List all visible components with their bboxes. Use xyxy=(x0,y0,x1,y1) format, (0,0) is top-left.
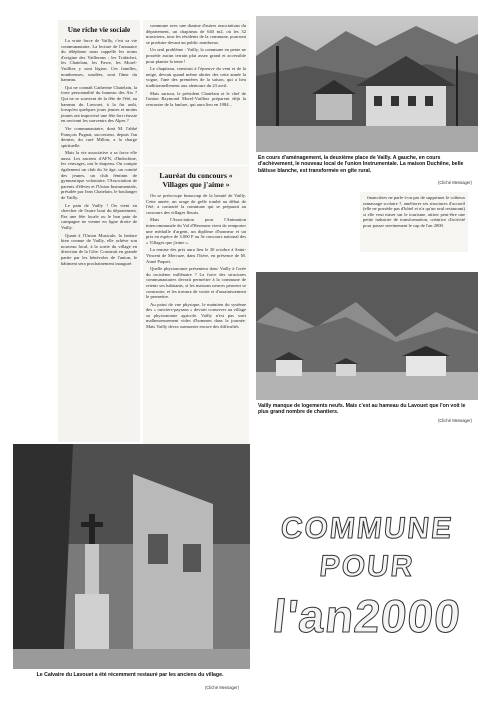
article-body xyxy=(360,192,468,234)
photo-caption: Vailly manque de logements neufs. Mais c'est au hameau du Lavouet que l'on voit le plus grand nombre de chantiers. xyxy=(258,403,466,416)
headline xyxy=(262,512,472,682)
paragraph: Le chapiteau, construit à l'épreuve du vent et de la neige, devrait quand même abriter des cette année la vogue, l'une des premières de la saison, qui a lieu traditionnellement aux alentours du 23 avril. xyxy=(146,66,246,88)
article-future xyxy=(360,192,468,252)
article-body xyxy=(143,193,249,330)
article-village-contest xyxy=(143,166,249,444)
headline-line-2: POUR xyxy=(317,550,417,583)
headline-line-1: COMMUNE xyxy=(279,512,455,545)
paragraph: Un seul problème : Vailly, la commune en pente ne possède aucun terrain plat assez grand et accessible pour planter la tente ! xyxy=(146,47,246,64)
photo-credit: (Cliché Messager) xyxy=(438,180,472,185)
paragraph: Au point de vue physique, le maintien du système des « ouvriers-paysans » devrait conserver au village sa physionomie agricole. Vailly n'est pas sorti malheureusement vides d'hommes dans la journée. Mais Vailly devra surmonter encore des difficultés xyxy=(146,301,246,330)
paragraph: Quant à l'Union Musicale, la fanfare bien connue de Vailly, elle achève son nouveau local, à la sortie du village en direction de la Côte. Construit en grande partie par les bénévoles de l'union, le bâtiment sera prochainement inauguré. xyxy=(61,232,137,266)
paragraph: Le pain de Vailly ! On vient en chercher de l'autre bout du département. Pas une fête locale ou le bon pain de campagne ne vienne en ligne droite de Vailly. xyxy=(61,202,137,230)
paragraph: Mais l'Association pour l'Animation intercommunale du Val d'Hermone vient de remporter une médaille d'argent, un diplôme d'honneur et un prix en espèce de 3.000 F au 3e concours national des « Villages que j'aime ». xyxy=(146,217,246,245)
photo-credit: (Cliché Messager) xyxy=(205,685,239,690)
paragraph: La remise des prix aura lieu le 30 octobre à Saint-Vincent de Mercuze, dans l'Isère, en présence de M. Aimé Paquet. xyxy=(146,247,246,264)
article-union-continued xyxy=(143,20,249,165)
article-title: Lauréat du concours « Villages que j'aime » xyxy=(159,171,233,189)
photo-caption: Le Calvaire du Lavouet a été récemment restauré par les anciens du village. xyxy=(36,672,224,678)
photo-caption: En cours d'aménagement, la deuxième place de Vailly. A gauche, en cours d'achèvement, le nouveau local de l'union Instrumentale. La maison Duchêne, belle bâtisse blanche, est transformée en gîte rural. xyxy=(258,155,464,174)
article-body xyxy=(58,38,140,266)
photo-village-square xyxy=(256,16,478,152)
paragraph: commune avec une dizaine d'autres associations du département, un chapiteau de 640 m2, où les 32 musiciens, tous les résidents de la commune, pourront se produire devant un public nombreux. xyxy=(146,23,246,45)
paragraph: On se préoccupe beaucoup de la beauté de Vailly. Cette année, un orage de grêle tombé au début de l'été, a contrarié la commune qui se préparait au concours des villages fleuris. xyxy=(146,193,246,215)
paragraph: Mais la vie associative a sa force elle aussi. Les anciens d'AFN, d'Indochine, les veuvages, ont le drapeau. On compte également un club du 3e âge, un comité des jeunes, un club féminin de gymnastique volontaire, l'Association de parents d'élèves et l'Union Instrumentale, présidée par Jean Chatelain, le boulanger de Vailly. xyxy=(61,150,137,201)
paragraph: La vraie force de Vailly, c'est sa vie communautaire. La lecture de l'annuaire du téléphone nous rappelle les noms d'origine des Vaillerans : les Trabichet, les Chatelain, les Favre, les Morel-Vuilliez y sont légion. Ces familles, nombreuses, soudées, sont l'âme du hameau. xyxy=(61,38,137,83)
paragraph: Qui ne connaît Catherine Chatelain, la forte personnalité du hameau des Aix ? Qui ne se souvient de la fête de l'été, au hameau du Lavouet, à la fin août, lorsqu'en quelques jours jeunes et moins jeunes ont improvisé une fête fort réussie en ravivant les souvenirs des Alpes ? xyxy=(61,84,137,124)
paragraph: Mais surtout, le président Chatelain et le chef de l'union Raymond Morel-Vuilliez préparent déjà la rencontre de la fanfare, qui aura lieu en 1984... xyxy=(146,90,246,107)
paragraph: financières ne parle-t-on pas de supprimer le coûteux ramassage scolaire ?, améliorer ses structures d'accueil (elle ne possède pas d'hôtel et n'a qu'un seul restaurant) si elle veut miser sur le tourisme, attirer peut-être une petite industrie de transformation, créatrice d'activité pour passer sereinement le cap de l'an 2000. xyxy=(363,195,465,228)
paragraph: Vie communautaire, dont M. l'abbé François Pugnat, successeur, depuis l'an dernier, du curé Millon, a la charge spirituelle. xyxy=(61,125,137,148)
hamlet-image xyxy=(256,272,478,400)
calvary-image xyxy=(13,444,250,669)
article-title: Une riche vie sociale xyxy=(67,26,131,34)
photo-credit: (Cliché Messager) xyxy=(438,418,472,423)
photo-calvary xyxy=(13,444,250,669)
article-social-life xyxy=(58,20,140,442)
photo-lavouet-hamlet xyxy=(256,272,478,400)
article-body xyxy=(143,20,249,112)
paragraph: Quelle physionomie présentera donc Vailly à l'orée du troisième millénaire ? La force des structures communautaires devrait permettre à la commune de retenir ses habitants, si les maisons neuves peuvent se construire, et les travaux de voirie et d'assainissement le permettre. xyxy=(146,266,246,300)
headline-line-3: l'an2000 xyxy=(270,590,464,642)
village-square-image xyxy=(256,16,478,152)
